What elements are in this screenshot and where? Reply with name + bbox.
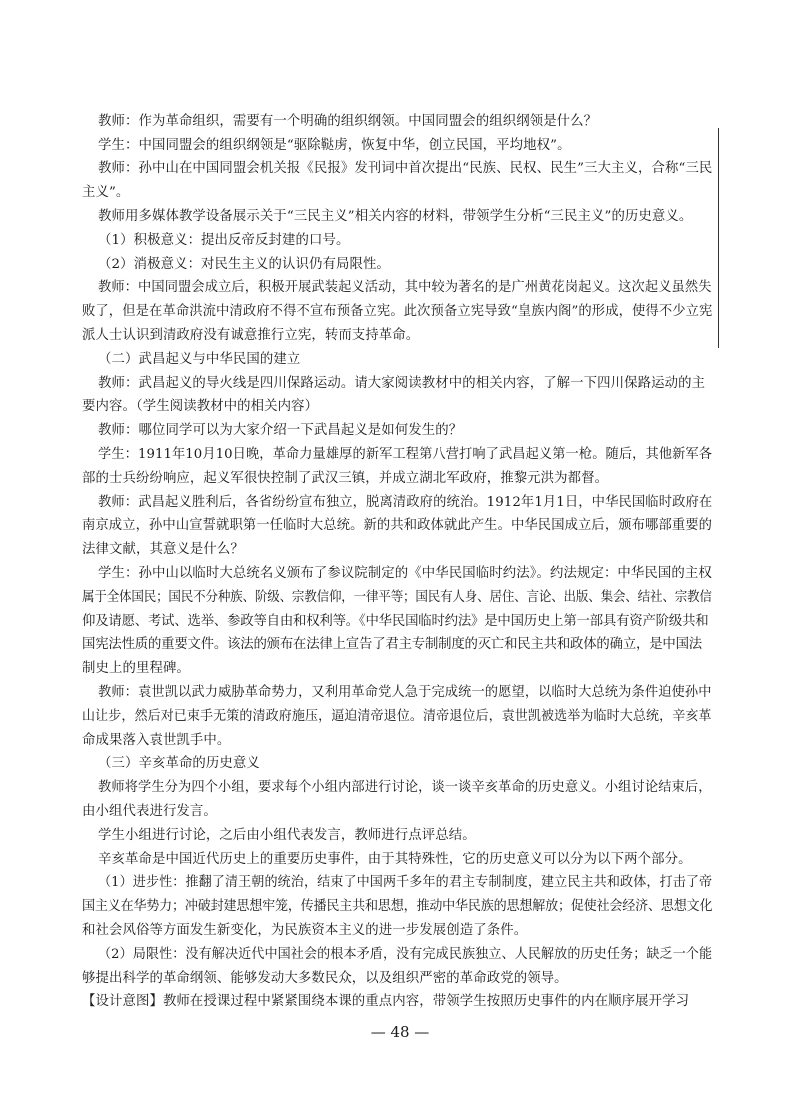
page-number: — 48 — <box>370 1023 430 1041</box>
text-line: 国主义在华势力；冲破封建思想牢笼，传播民主共和思想，推动中华民族的思想解放；促使社会经济、思想文化 <box>82 899 713 914</box>
text-line: 命成果落入袁世凯手中。 <box>82 733 231 748</box>
text-line: 仰及请愿、考试、选举、参政等自由和权利等。《中华民国临时约法》是中国历史上第一部具有资产阶级共和 <box>82 614 709 629</box>
text-line: 属于全体国民；国民不分种族、阶级、宗教信仰，一律平等；国民有人身、居住、言论、出版、集会、结社、宗教信 <box>82 590 712 605</box>
text-line: 教师用多媒体教学设备展示关于“三民主义”相关内容的材料，带领学生分析“三民主义”的历史意义。 <box>98 209 693 224</box>
text-line: 教师：武昌起义胜利后，各省纷纷宣布独立，脱离清政府的统治。1912年1月1日，中华民国临时政府在 <box>98 495 713 510</box>
text-line: 学生：孙中山以临时大总统名义颁布了参议院制定的《中华民国临时约法》。约法规定：中华民国的主权 <box>98 566 712 581</box>
text-line: 败了，但是在革命洪流中清政府不得不宣布预备立宪。此次预备立宪导致“皇族内阁”的形成，使得不少立宪 <box>82 304 713 319</box>
text-line: 够提出科学的革命纲领、能够发动大多数民众，以及组织严密的革命政党的领导。 <box>82 971 568 986</box>
section-heading: （二）武昌起义与中华民国的建立 <box>98 352 301 367</box>
text-line: 学生：1911年10月10日晚，革命力量雄厚的新军工程第八营打响了武昌起义第一枪。随后，其他新军各 <box>98 447 713 462</box>
text-line: 制史上的里程碑。 <box>82 661 190 676</box>
text-line: 教师：中国同盟会成立后，积极开展武装起义活动，其中较为著名的是广州黄花岗起义。这次起义虽然失 <box>98 280 712 295</box>
text-line: 要内容。（学生阅读教材中的相关内容） <box>82 399 319 414</box>
text-line: 教师将学生分为四个小组，要求每个小组内部进行讨论，谈一谈辛亥革命的历史意义。小组讨论结束后， <box>98 780 712 795</box>
text-line: 教师：孙中山在中国同盟会机关报《民报》发刊词中首次提出“民族、民权、民生”三大主义，合称“三民 <box>98 161 713 176</box>
text-line: （2）消极意义：对民生主义的认识仍有局限性。 <box>98 257 390 272</box>
text-line: 和社会风俗等方面发生新变化，为民族资本主义的进一步发展创造了条件。 <box>82 923 528 938</box>
text-line: 由小组代表进行发言。 <box>82 804 217 819</box>
section-heading: （三）辛亥革命的历史意义 <box>98 756 260 771</box>
text-line: 教师：武昌起义的导火线是四川保路运动。请大家阅读教材中的相关内容，了解一下四川保路运动的主 <box>98 376 706 391</box>
text-line: 国宪法性质的重要文件。该法的颁布在法律上宣告了君主专制制度的灭亡和民主共和政体的确立，是中国法 <box>82 637 702 652</box>
text-line: 学生小组进行讨论，之后由小组代表发言，教师进行点评总结。 <box>98 828 476 843</box>
text-line: （1）积极意义：提出反帝反封建的口号。 <box>98 233 350 248</box>
text-line: 教师：作为革命组织，需要有一个明确的组织纲领。中国同盟会的组织纲领是什么？ <box>98 114 598 129</box>
text-line: 主义”。 <box>82 185 130 200</box>
margin-rule <box>718 128 719 348</box>
text-line: 学生：中国同盟会的组织纲领是“驱除鞑虏，恢复中华，创立民国，平均地权”。 <box>98 138 571 153</box>
text-line: 南京成立，孙中山宣誓就职第一任临时大总统。新的共和政体就此产生。中华民国成立后，颁布哪部重要的 <box>82 518 713 533</box>
text-line: 教师：哪位同学可以为大家介绍一下武昌起义是如何发生的？ <box>98 423 463 438</box>
text-line: （1）进步性：推翻了清王朝的统治，结束了中国两千多年的君主专制制度，建立民主共和政体，打击了帝 <box>98 875 713 890</box>
text-line: 部的士兵纷纷响应，起义军很快控制了武汉三镇，并成立湖北军政府，推黎元洪为都督。 <box>82 471 609 486</box>
text-line: 教师：袁世凯以武力威胁革命势力，又利用革命党人急于完成统一的愿望，以临时大总统为条件迫使孙中 <box>98 685 712 700</box>
text-line: （2）局限性：没有解决近代中国社会的根本矛盾，没有完成民族独立、人民解放的历史任务；缺乏一个能 <box>98 947 713 962</box>
text-line: 法律文献，其意义是什么？ <box>82 542 244 557</box>
text-line: 派人士认识到清政府没有诚意推行立宪，转而支持革命。 <box>82 328 420 343</box>
text-line: 【设计意图】教师在授课过程中紧紧围绕本课的重点内容，带领学生按照历史事件的内在顺序展开学习 <box>82 994 690 1009</box>
text-line: 山让步，然后对已束手无策的清政府施压，逼迫清帝退位。清帝退位后，袁世凯被选举为临时大总统，辛亥革 <box>82 709 712 724</box>
text-line: 辛亥革命是中国近代历史上的重要历史事件，由于其特殊性，它的历史意义可以分为以下两个部分。 <box>98 852 692 867</box>
